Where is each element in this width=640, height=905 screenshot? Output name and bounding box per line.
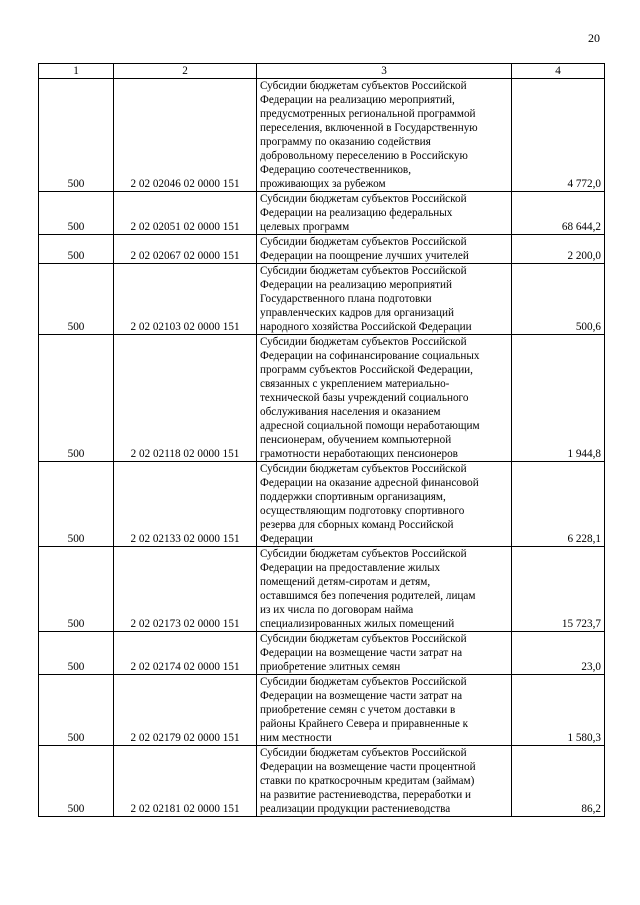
row-description-cell bbox=[257, 746, 512, 817]
description-line: ним местности bbox=[260, 732, 332, 744]
row-amount-cell: 15 723,7 bbox=[512, 547, 605, 632]
column-header-2: 2 bbox=[114, 64, 257, 79]
row-amount-cell: 1 580,3 bbox=[512, 675, 605, 746]
description-line: технической базы учреждений социального bbox=[260, 392, 469, 404]
table-row bbox=[39, 675, 605, 746]
table-row bbox=[39, 746, 605, 817]
description-line: ставки по краткосрочным кредитам (займам) bbox=[260, 775, 475, 787]
table-row bbox=[39, 79, 605, 192]
row-kbk-cell: 2 02 02173 02 0000 151 bbox=[114, 547, 257, 632]
row-kbk-cell: 2 02 02103 02 0000 151 bbox=[114, 264, 257, 335]
row-kbk-cell: 2 02 02181 02 0000 151 bbox=[114, 746, 257, 817]
description-line: Субсидии бюджетам субъектов Российской bbox=[260, 236, 467, 248]
row-description-cell bbox=[257, 335, 512, 462]
column-header-1: 1 bbox=[39, 64, 114, 79]
description-line: из их числа по договорам найма bbox=[260, 604, 414, 616]
table-row bbox=[39, 547, 605, 632]
row-code-cell: 500 bbox=[39, 79, 114, 192]
description-line: Федерации на возмещение части затрат на bbox=[260, 647, 463, 659]
column-header-3: 3 bbox=[257, 64, 512, 79]
row-code-cell: 500 bbox=[39, 632, 114, 675]
row-kbk-cell: 2 02 02046 02 0000 151 bbox=[114, 79, 257, 192]
row-kbk-cell: 2 02 02174 02 0000 151 bbox=[114, 632, 257, 675]
description-line: резерва для сборных команд Российской bbox=[260, 519, 454, 531]
description-line: реализации продукции растениеводства bbox=[260, 803, 451, 815]
description-line: адресной социальной помощи неработающим bbox=[260, 420, 480, 432]
header-row bbox=[39, 64, 605, 79]
description-line: районы Крайнего Севера и приравненные к bbox=[260, 718, 469, 730]
table-row bbox=[39, 632, 605, 675]
description-line: Федерацию соотечественников, bbox=[260, 164, 411, 176]
table-row bbox=[39, 462, 605, 547]
description-line: Федерации на реализацию мероприятий, bbox=[260, 94, 455, 106]
description-line: Субсидии бюджетам субъектов Российской bbox=[260, 548, 467, 560]
description-line: Субсидии бюджетам субъектов Российской bbox=[260, 193, 467, 205]
row-amount-cell: 68 644,2 bbox=[512, 192, 605, 235]
description-line: помещений детям-сиротам и детям, bbox=[260, 576, 431, 588]
row-amount-cell: 2 200,0 bbox=[512, 235, 605, 264]
row-code-cell: 500 bbox=[39, 746, 114, 817]
row-description-cell bbox=[257, 547, 512, 632]
row-code-cell: 500 bbox=[39, 192, 114, 235]
row-amount-cell: 6 228,1 bbox=[512, 462, 605, 547]
description-line: оставшимся без попечения родителей, лицам bbox=[260, 590, 476, 602]
row-amount-cell: 86,2 bbox=[512, 746, 605, 817]
row-kbk-cell: 2 02 02051 02 0000 151 bbox=[114, 192, 257, 235]
description-line: Субсидии бюджетам субъектов Российской bbox=[260, 463, 467, 475]
row-code-cell: 500 bbox=[39, 335, 114, 462]
description-line: Субсидии бюджетам субъектов Российской bbox=[260, 633, 467, 645]
row-amount-cell: 23,0 bbox=[512, 632, 605, 675]
description-line: целевых программ bbox=[260, 221, 350, 233]
description-line: предусмотренных региональной программой bbox=[260, 108, 476, 120]
table-body bbox=[39, 79, 605, 817]
description-line: грамотности неработающих пенсионеров bbox=[260, 448, 458, 460]
description-line: связанных с укреплением материально- bbox=[260, 378, 450, 390]
row-description-cell bbox=[257, 264, 512, 335]
description-line: народного хозяйства Российской Федерации bbox=[260, 321, 472, 333]
page-number: 20 bbox=[588, 31, 600, 45]
description-line: программ субъектов Российской Федерации, bbox=[260, 364, 473, 376]
row-kbk-cell: 2 02 02179 02 0000 151 bbox=[114, 675, 257, 746]
row-description-cell bbox=[257, 462, 512, 547]
row-description-cell bbox=[257, 235, 512, 264]
description-line: Федерации на поощрение лучших учителей bbox=[260, 250, 469, 262]
description-line: Федерации bbox=[260, 533, 313, 545]
row-description-cell bbox=[257, 79, 512, 192]
description-line: Федерации на предоставление жилых bbox=[260, 562, 441, 574]
description-line: поддержки спортивным организациям, bbox=[260, 491, 446, 503]
table-row bbox=[39, 192, 605, 235]
description-line: программу по оказанию содействия bbox=[260, 136, 431, 148]
row-code-cell: 500 bbox=[39, 235, 114, 264]
description-line: пенсионерам, обучением компьютерной bbox=[260, 434, 452, 446]
table-row bbox=[39, 335, 605, 462]
description-line: Субсидии бюджетам субъектов Российской bbox=[260, 747, 467, 759]
description-line: Федерации на реализацию федеральных bbox=[260, 207, 453, 219]
description-line: Федерации на софинансирование социальных bbox=[260, 350, 480, 362]
description-line: приобретение элитных семян bbox=[260, 661, 401, 673]
table-row bbox=[39, 264, 605, 335]
description-line: Субсидии бюджетам субъектов Российской bbox=[260, 80, 467, 92]
description-line: Субсидии бюджетам субъектов Российской bbox=[260, 336, 467, 348]
row-description-cell bbox=[257, 675, 512, 746]
description-line: обслуживания населения и оказанием bbox=[260, 406, 441, 418]
row-amount-cell: 4 772,0 bbox=[512, 79, 605, 192]
description-line: управленческих кадров для организаций bbox=[260, 307, 454, 319]
description-line: добровольному переселению в Российскую bbox=[260, 150, 468, 162]
table-row bbox=[39, 235, 605, 264]
budget-table bbox=[38, 63, 605, 817]
row-kbk-cell: 2 02 02133 02 0000 151 bbox=[114, 462, 257, 547]
description-line: Федерации на реализацию мероприятий bbox=[260, 279, 453, 291]
row-description-cell bbox=[257, 192, 512, 235]
column-header-4: 4 bbox=[512, 64, 605, 79]
row-code-cell: 500 bbox=[39, 462, 114, 547]
row-kbk-cell: 2 02 02118 02 0000 151 bbox=[114, 335, 257, 462]
row-code-cell: 500 bbox=[39, 675, 114, 746]
description-line: специализированных жилых помещений bbox=[260, 618, 455, 630]
description-line: Субсидии бюджетам субъектов Российской bbox=[260, 676, 467, 688]
description-line: Государственного плана подготовки bbox=[260, 293, 432, 305]
row-description-cell bbox=[257, 632, 512, 675]
description-line: приобретение семян с учетом доставки в bbox=[260, 704, 456, 716]
row-amount-cell: 1 944,8 bbox=[512, 335, 605, 462]
row-code-cell: 500 bbox=[39, 264, 114, 335]
description-line: на развитие растениеводства, переработки и bbox=[260, 789, 471, 801]
row-amount-cell: 500,6 bbox=[512, 264, 605, 335]
description-line: Федерации на оказание адресной финансовой bbox=[260, 477, 479, 489]
row-code-cell: 500 bbox=[39, 547, 114, 632]
description-line: проживающих за рубежом bbox=[260, 178, 386, 190]
description-line: Субсидии бюджетам субъектов Российской bbox=[260, 265, 467, 277]
row-kbk-cell: 2 02 02067 02 0000 151 bbox=[114, 235, 257, 264]
description-line: Федерации на возмещение части процентной bbox=[260, 761, 476, 773]
description-line: Федерации на возмещение части затрат на bbox=[260, 690, 463, 702]
description-line: переселения, включенной в Государственную bbox=[260, 122, 478, 134]
description-line: осуществляющим подготовку спортивного bbox=[260, 505, 465, 517]
